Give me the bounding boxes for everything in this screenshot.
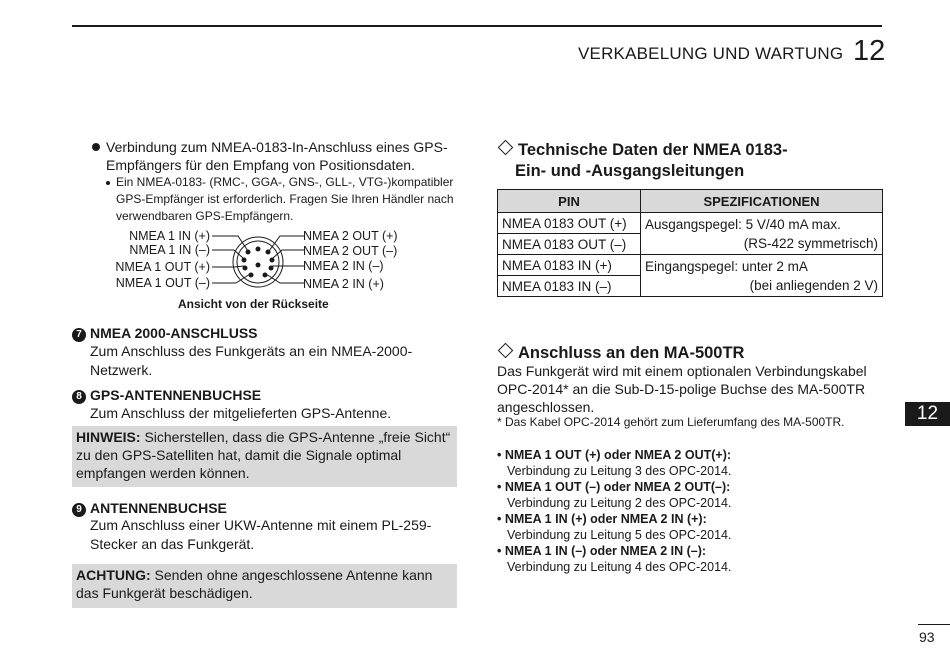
bullet-text: Verbindung zum NMEA-0183-In-Anschluss eines GPS-Empfängers für den Empfang von Positionsdaten. <box>106 139 448 173</box>
table-cell: NMEA 0183 IN (–) <box>498 276 641 297</box>
ma500tr-footnote: * Das Kabel OPC-2014 gehört zum Lieferumfang des MA-500TR. <box>497 415 845 429</box>
diamond-icon <box>498 343 514 359</box>
ma500tr-connection-list <box>497 447 797 575</box>
note-label: ACHTUNG: <box>76 567 151 583</box>
hinweis-note <box>72 426 457 487</box>
circled-number-icon: 7 <box>72 328 86 342</box>
page-number-rule <box>918 624 950 625</box>
ma500tr-heading <box>497 343 744 364</box>
section-title: GPS-ANTENNENBUCHSE <box>90 387 262 403</box>
diamond-icon <box>498 140 514 156</box>
header-rule <box>72 25 882 27</box>
ma500tr-body: Das Funkgerät wird mit einem optionalen Verbindungskabel OPC-2014* an die Sub-D-15-polige Buchse des MA-500TR angeschlossen. <box>497 363 867 415</box>
table-cell: NMEA 0183 IN (+) <box>498 255 641 276</box>
list-item: • NMEA 1 OUT (+) oder NMEA 2 OUT(+): <box>497 448 732 462</box>
section-title: ANTENNENBUCHSE <box>90 500 227 516</box>
list-item: • NMEA 1 OUT (–) oder NMEA 2 OUT(–): <box>497 480 731 494</box>
spec-line: (RS-422 symmetrisch) <box>743 236 878 251</box>
note-text: Sicherstellen, dass die GPS-Antenne „freie Sicht“ zu den GPS-Satelliten hat, damit die Signale optimal empfangen werden können. <box>76 429 451 481</box>
list-item-title: NMEA 1 OUT (+) oder NMEA 2 OUT(+): <box>504 448 732 462</box>
table-cell: NMEA 0183 OUT (+) <box>498 213 641 234</box>
table-cell-spec <box>641 255 883 297</box>
spec-line: Eingangspegel: unter 2 mA <box>645 259 808 274</box>
section-heading-gps <box>72 387 261 404</box>
nmea-spec-table <box>497 189 883 297</box>
spec-heading-line1: Technische Daten der NMEA 0183- <box>518 141 788 159</box>
list-item-title: NMEA 1 IN (–) oder NMEA 2 IN (–): <box>504 544 707 558</box>
page-number: 93 <box>919 629 935 645</box>
note-text: Senden ohne angeschlossene Antenne kann das Funkgerät beschädigen. <box>76 567 433 601</box>
list-item: • NMEA 1 IN (+) oder NMEA 2 IN (+): <box>497 512 707 526</box>
pin-label-left: NMEA 1 OUT (–) <box>115 276 210 290</box>
list-item-desc: Verbindung zu Leitung 5 des OPC-2014. <box>507 528 732 542</box>
spec-heading-line2: Ein- und -Ausgangsleitungen <box>515 162 745 180</box>
sub-bullet-item <box>106 174 466 225</box>
pin-label-left: NMEA 1 OUT (+) <box>115 260 210 274</box>
pin-label-right: NMEA 2 OUT (–) <box>303 244 398 258</box>
bullet-item <box>92 138 472 174</box>
section-heading-antenna <box>72 500 227 517</box>
section-body: Zum Anschluss der mitgelieferten GPS-Antenne. <box>90 405 392 421</box>
list-item-desc: Verbindung zu Leitung 4 des OPC-2014. <box>507 560 732 574</box>
pin-label-right: NMEA 2 OUT (+) <box>303 229 398 243</box>
list-item-desc: Verbindung zu Leitung 2 des OPC-2014. <box>507 496 732 510</box>
diagram-caption: Ansicht von der Rückseite <box>178 297 329 311</box>
pin-label-left: NMEA 1 IN (–) <box>129 243 210 257</box>
page-header-chapter: 12 <box>853 35 886 67</box>
achtung-note <box>72 564 457 608</box>
circled-number-icon: 9 <box>72 503 86 517</box>
table-cell: NMEA 0183 OUT (–) <box>498 234 641 255</box>
section-body: Zum Anschluss einer UKW-Antenne mit einem PL-259-Stecker an das Funkgerät. <box>90 517 432 552</box>
table-row <box>498 213 883 234</box>
bullet-dot-icon <box>106 181 110 185</box>
list-item-title: NMEA 1 OUT (–) oder NMEA 2 OUT(–): <box>504 480 731 494</box>
table-header: SPEZIFICATIONEN <box>641 190 883 213</box>
table-row <box>498 255 883 276</box>
note-label: HINWEIS: <box>76 429 141 445</box>
pin-label-right: NMEA 2 IN (+) <box>303 277 384 291</box>
list-item: • NMEA 1 IN (–) oder NMEA 2 IN (–): <box>497 544 707 558</box>
section-heading-nmea2000 <box>72 325 258 342</box>
spec-heading <box>497 140 788 182</box>
table-cell-spec <box>641 213 883 255</box>
section-title: NMEA 2000-ANSCHLUSS <box>90 325 258 341</box>
circled-number-icon: 8 <box>72 390 86 404</box>
section-body: Zum Anschluss des Funkgeräts an ein NMEA-2000-Netzwerk. <box>90 343 413 378</box>
nmea-connector-diagram <box>210 228 310 298</box>
list-item-title: NMEA 1 IN (+) oder NMEA 2 IN (+): <box>504 512 707 526</box>
list-item-desc: Verbindung zu Leitung 3 des OPC-2014. <box>507 464 732 478</box>
pin-label-left: NMEA 1 IN (+) <box>129 229 210 243</box>
pin-label-right: NMEA 2 IN (–) <box>303 259 384 273</box>
sub-bullet-text: Ein NMEA-0183- (RMC-, GGA-, GNS-, GLL-, VTG-)kompatibler GPS-Empfänger ist erforderlich. Fragen Sie Ihren Händler nach verwendbaren GPS-Empfängern. <box>116 175 454 223</box>
spec-line: Ausgangspegel: 5 V/40 mA max. <box>645 217 841 232</box>
table-header-row <box>498 190 883 213</box>
chapter-side-tab: 12 <box>905 402 950 426</box>
table-header: PIN <box>498 190 641 213</box>
bullet-dot-icon <box>92 143 100 151</box>
ma500tr-heading-text: Anschluss an den MA-500TR <box>518 344 745 362</box>
spec-line: (bei anliegenden 2 V) <box>749 278 878 293</box>
page-header-title: VERKABELUNG UND WARTUNG <box>578 44 844 63</box>
